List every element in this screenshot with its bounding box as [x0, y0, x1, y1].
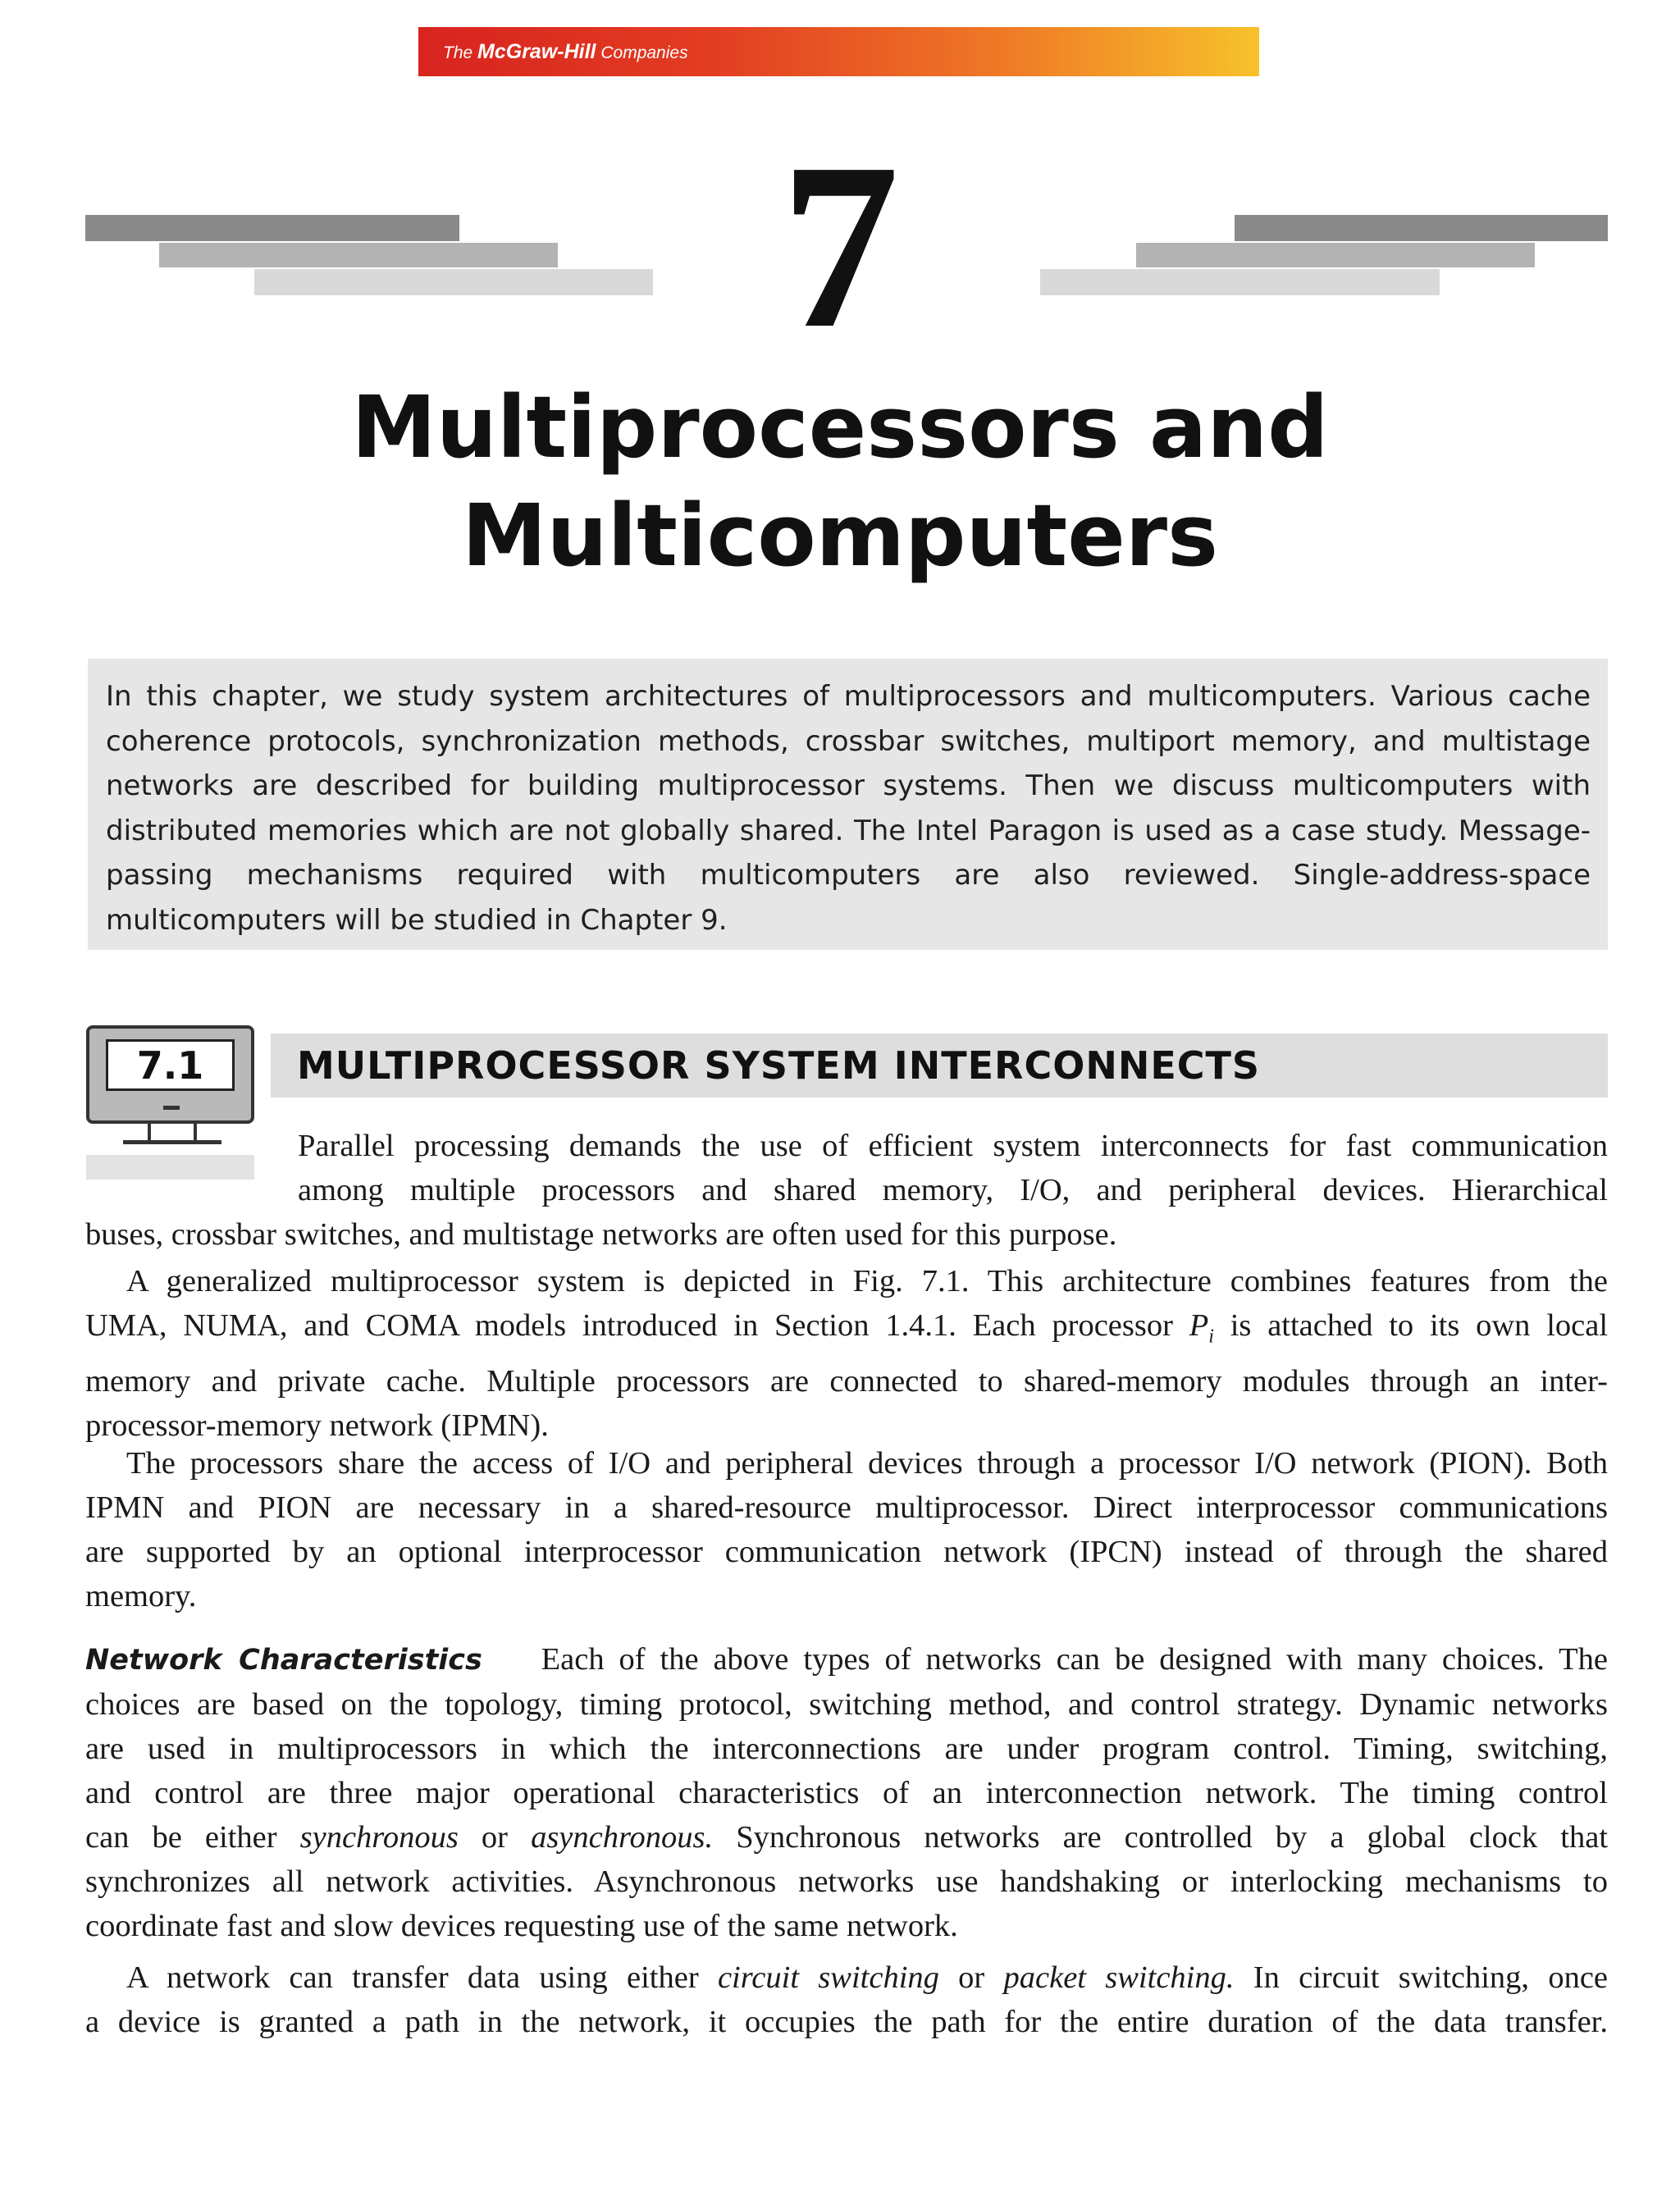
section-title: MULTIPROCESSOR SYSTEM INTERCONNECTS [297, 1043, 1261, 1088]
chapter-title-line: Multiprocessors and [351, 377, 1329, 477]
decor-stripe [254, 269, 653, 295]
text-segment: A generalized multiprocessor system is depicted in Fig. 7.1. This architecture combines features from the [126, 1264, 1608, 1298]
text-line: buses, crossbar switches, and multistage networks are often used for this purpose. [85, 1217, 1117, 1252]
text-line: processor-memory network (IPMN). [85, 1408, 549, 1443]
paragraph [298, 1124, 1608, 1212]
text-line: choices are based on the topology, timing protocol, switching method, and control strategy. Dynamic networks [85, 1687, 1608, 1722]
text-line: and control are three major operational characteristics of an interconnection network. The timing control [85, 1776, 1608, 1810]
run-in-heading: Network Characteristics [85, 1644, 482, 1677]
paragraph [85, 1441, 1608, 1618]
symbol-subscript: i [1208, 1326, 1214, 1348]
text-segment: A network can transfer data using either [126, 1960, 699, 1995]
processor-symbol [1189, 1308, 1214, 1348]
text-line [85, 1637, 1608, 1682]
monitor-stand [148, 1124, 197, 1142]
abstract-text: In this chapter, we study system architectures of multiprocessors and multicomputers. Various cache coherence protocols, synchronization methods, crossbar switches, multiport memory, and multistage networks are described for building multiprocessor systems. Then we discuss multicomputers with distributed memories which are not globally shared. The Intel Paragon is used as a case study. Message-passing mechanisms required with multicomputers are also reviewed. Single-address-space multicomputers will be studied in Chapter 9. [106, 680, 1591, 937]
text-line: among multiple processors and shared memory, I/O, and peripheral devices. Hierarchical [298, 1173, 1608, 1207]
text-line [85, 1441, 1608, 1485]
decor-stripe [1235, 215, 1608, 241]
section-heading-bar [271, 1034, 1608, 1098]
text-line: are supported by an optional interprocessor communication network (IPCN) instead of through the shared [85, 1535, 1608, 1569]
text-line [85, 1303, 1608, 1359]
paragraph [85, 1212, 1608, 1257]
publisher-brand: McGraw-Hill [477, 40, 596, 63]
publisher-name [443, 40, 688, 64]
text-line: Parallel processing demands the use of efficient system interconnects for fast communication [298, 1129, 1608, 1163]
chapter-abstract [88, 659, 1608, 950]
text-segment: Each of the above types of networks can be designed with many choices. The [541, 1642, 1609, 1677]
text-segment: or [481, 1820, 508, 1855]
section-number: 7.1 [106, 1039, 235, 1091]
text-line [85, 1955, 1608, 2000]
emphasis: circuit switching [717, 1960, 939, 1995]
chapter-number: 7 [780, 114, 900, 377]
text-line: IPMN and PION are necessary in a shared-resource multiprocessor. Direct interprocessor communications [85, 1490, 1608, 1525]
monitor-base [123, 1140, 221, 1144]
decor-stripe [159, 243, 558, 267]
text-line [85, 1259, 1608, 1303]
text-segment: UMA, NUMA, and COMA models introduced in Section 1.4.1. Each processor [85, 1308, 1173, 1343]
decor-stripe [1136, 243, 1535, 267]
chapter-title [0, 373, 1680, 590]
text-line: memory and private cache. Multiple processors are connected to shared-memory modules through an inter- [85, 1363, 1608, 1399]
text-line: a device is granted a path in the network, it occupies the path for the entire duration of the data transfer. [85, 2005, 1608, 2039]
monitor-shadow [86, 1155, 254, 1180]
decor-stripe [1040, 269, 1440, 295]
emphasis: synchronous [299, 1820, 459, 1855]
chapter-title-line: Multicomputers [462, 486, 1218, 586]
text-segment: In circuit switching, once [1253, 1960, 1609, 1995]
decor-stripe [85, 215, 459, 241]
monitor-led [163, 1106, 180, 1110]
emphasis: asynchronous. [531, 1820, 714, 1855]
symbol: P [1189, 1308, 1209, 1343]
text-line: coordinate fast and slow devices requesting use of the same network. [85, 1909, 958, 1943]
text-line: memory. [85, 1579, 197, 1613]
paragraph [85, 1259, 1608, 1448]
paragraph [85, 1637, 1608, 1948]
text-line: synchronizes all network activities. Asynchronous networks use handshaking or interlocking mechanisms to [85, 1864, 1608, 1899]
publisher-banner [418, 27, 1259, 76]
publisher-suffix: Companies [600, 43, 688, 62]
emphasis: packet switching. [1003, 1960, 1235, 1995]
section-monitor-icon [86, 1025, 254, 1124]
text-line: are used in multiprocessors in which the interconnections are under program control. Timing, switching, [85, 1732, 1608, 1766]
paragraph [85, 1955, 1608, 2044]
text-segment: The processors share the access of I/O and peripheral devices through a processor I/O network (PION). Both [126, 1446, 1608, 1481]
text-line [85, 1815, 1608, 1860]
text-segment: is attached to its own local [1230, 1308, 1609, 1343]
publisher-prefix: The [443, 43, 473, 62]
text-segment: or [958, 1960, 985, 1995]
text-segment: can be either [85, 1820, 277, 1855]
text-segment: Synchronous networks are controlled by a global clock that [736, 1820, 1609, 1855]
